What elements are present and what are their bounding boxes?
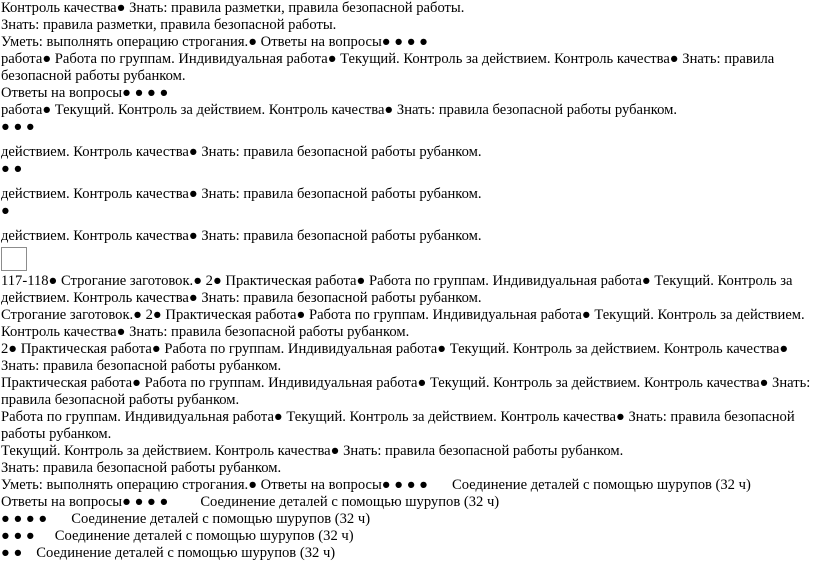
- bottom-line: [1, 494, 813, 511]
- text-paragraph: Строгание заготовок.● 2● Практическая работа● Работа по группам. Индивидуальная работа● Текущий. Контроль за действием. Контроль качества● Знать: правила безопасной работы рубанком.: [1, 307, 805, 340]
- text-line: действием. Контроль качества● Знать: правила безопасной работы рубанком.: [1, 186, 482, 202]
- image-placeholder: [1, 247, 27, 271]
- bottom-line-left: Ответы на вопросы● ● ● ●: [1, 494, 169, 510]
- text-line: Знать: правила безопасной работы рубанком.: [1, 460, 282, 476]
- course-label: Соединение деталей с помощью шурупов (32 ч): [200, 494, 500, 510]
- text-paragraph: работа● Работа по группам. Индивидуальная работа● Текущий. Контроль за действием. Контроль качества● Знать: правила безопасной работы рубанком.: [1, 51, 775, 84]
- bottom-line-left: ● ● ●: [1, 528, 35, 544]
- bottom-line-left: ● ●: [1, 545, 23, 561]
- text-line: Уметь: выполнять операцию строгания.● Ответы на вопросы● ● ● ●: [1, 34, 428, 50]
- course-label: Соединение деталей с помощью шурупов (32 ч): [36, 545, 336, 561]
- course-label: Соединение деталей с помощью шурупов (32 ч): [71, 511, 371, 527]
- bottom-line-left: Уметь: выполнять операцию строгания.● Ответы на вопросы● ● ● ●: [1, 477, 428, 493]
- text-line: работа● Текущий. Контроль за действием. Контроль качества● Знать: правила безопасной работы рубанком.: [1, 102, 678, 118]
- bottom-line: [1, 528, 813, 545]
- bottom-line: [1, 545, 813, 562]
- bottom-line: [1, 477, 813, 494]
- course-label: Соединение деталей с помощью шурупов (32 ч): [451, 477, 751, 493]
- document-body: [1, 0, 813, 562]
- text-paragraph: 117-118● Строгание заготовок.● 2● Практическая работа● Работа по группам. Индивидуальная работа● Текущий. Контроль за действием. Контроль качества● Знать: правила безопасной работы рубанком.: [1, 273, 793, 306]
- text-line: действием. Контроль качества● Знать: правила безопасной работы рубанком.: [1, 228, 482, 244]
- text-line: Ответы на вопросы● ● ● ●: [1, 85, 169, 101]
- bullet-line: ● ● ●: [1, 119, 35, 135]
- text-line: действием. Контроль качества● Знать: правила безопасной работы рубанком.: [1, 144, 482, 160]
- text-line: Знать: правила разметки, правила безопасной работы.: [1, 17, 337, 33]
- text-line: Текущий. Контроль за действием. Контроль качества● Знать: правила безопасной работы рубанком.: [1, 443, 624, 459]
- text-paragraph: Практическая работа● Работа по группам. Индивидуальная работа● Текущий. Контроль за действием. Контроль качества● Знать: правила безопасной работы рубанком.: [1, 375, 811, 408]
- bottom-line-left: ● ● ● ●: [1, 511, 48, 527]
- bullet-line: ● ●: [1, 161, 23, 177]
- bullet-line: ●: [1, 203, 10, 219]
- text-paragraph: 2● Практическая работа● Работа по группам. Индивидуальная работа● Текущий. Контроль за действием. Контроль качества● Знать: правила безопасной работы рубанком.: [1, 341, 789, 374]
- text-line: Контроль качества● Знать: правила разметки, правила безопасной работы.: [1, 0, 465, 16]
- course-label: Соединение деталей с помощью шурупов (32 ч): [54, 528, 354, 544]
- text-paragraph: Работа по группам. Индивидуальная работа● Текущий. Контроль за действием. Контроль качества● Знать: правила безопасной работы рубанком.: [1, 409, 795, 442]
